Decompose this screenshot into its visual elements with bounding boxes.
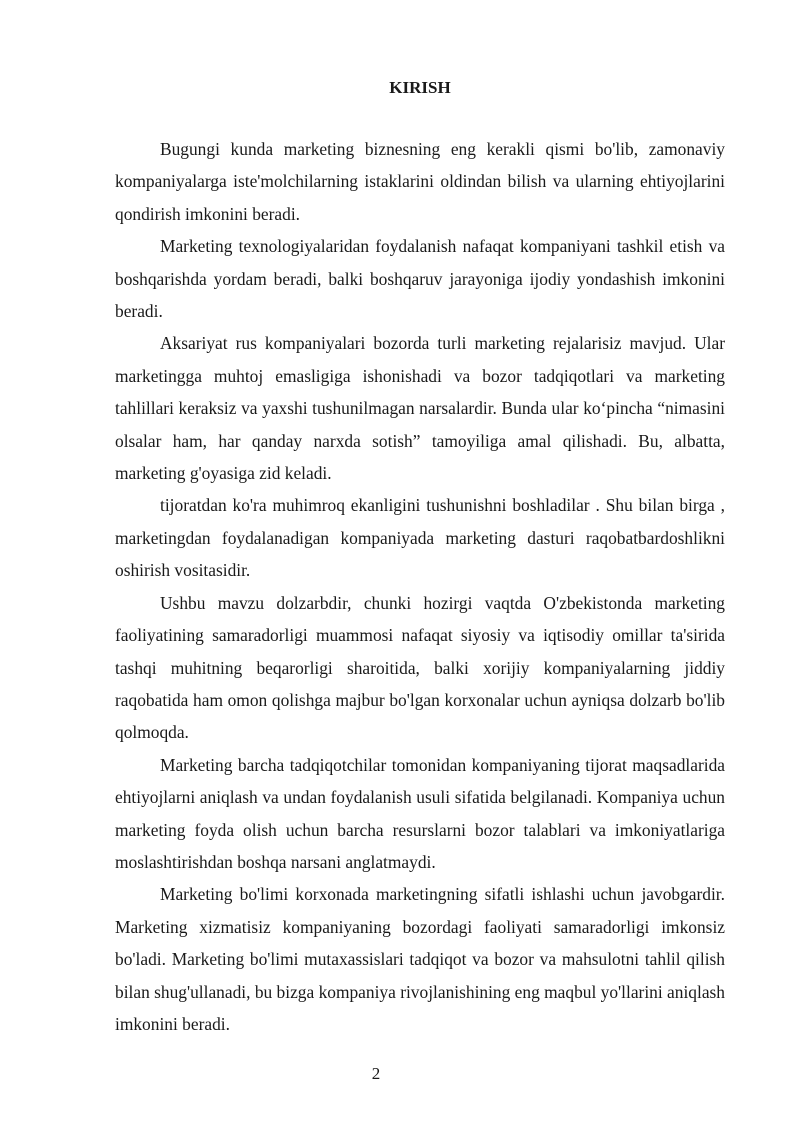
paragraph-4: tijoratdan ko'ra muhimroq ekanligini tushunishni boshladilar . Shu bilan birga , marketingdan foydalanadigan kompaniyada marketing dasturi raqobatbardoshlikni oshirish vositasidir. <box>115 495 725 581</box>
page-number: 2 <box>371 1064 381 1083</box>
paragraph-3: Aksariyat rus kompaniyalari bozorda turli marketing rejalarisiz mavjud. Ular marketingga muhtoj emasligiga ishonishadi va bozor tadqiqotlari va marketing tahlillari keraksiz va yaxshi tushunilmagan narsalardir. Bunda ular koʻpincha “nimasini olsalar ham, har qanday narxda sotish” tamoyiliga amal qilishadi. Bu, albatta, marketing g'oyasiga zid keladi. <box>115 333 725 484</box>
paragraph-5: Ushbu mavzu dolzarbdir, chunki hozirgi vaqtda O'zbekistonda marketing faoliyatining samaradorligi muammosi nafaqat siyosiy va iqtisodiy omillar ta'sirida tashqi muhitning beqarorligi sharoitida, balki xorijiy kompaniyalarning jiddiy raqobatida ham omon qolishga majbur bo'lgan korxonalar uchun ayniqsa dolzarb bo'lib qolmoqda. <box>115 592 725 743</box>
paragraph-7: Marketing bo'limi korxonada marketingning sifatli ishlashi uchun javobgardir. Marketing xizmatisiz kompaniyaning bozordagi faoliyati samaradorligi imkonsiz bo'ladi. Marketing bo'limi mutaxassislari tadqiqot va bozor va mahsulotni tahlil qilish bilan shug'ullanadi, bu bizga kompaniya rivojlanishining eng maqbul yo'llarini aniqlash imkonini beradi. <box>115 884 725 1034</box>
body-text <box>115 133 725 1040</box>
section-heading: KIRISH <box>389 78 451 97</box>
paragraph-2: Marketing texnologiyalaridan foydalanish nafaqat kompaniyani tashkil etish va boshqarishda yordam beradi, balki boshqaruv jarayoniga ijodiy yondashish imkonini beradi. <box>115 236 725 322</box>
paragraph-1: Bugungi kunda marketing biznesning eng kerakli qismi bo'lib, zamonaviy kompaniyalarga iste'molchilarning istaklarini oldindan bilish va ularning ehtiyojlarini qondirish imkonini beradi. <box>115 139 725 224</box>
paragraph-6: Marketing barcha tadqiqotchilar tomonidan kompaniyaning tijorat maqsadlarida ehtiyojlarni aniqlash va undan foydalanish usuli sifatida belgilanadi. Kompaniya uchun marketing foyda olish uchun barcha resurslarni bozor talablari va imkoniyatlariga moslashtirishdan boshqa narsani anglatmaydi. <box>115 754 725 872</box>
